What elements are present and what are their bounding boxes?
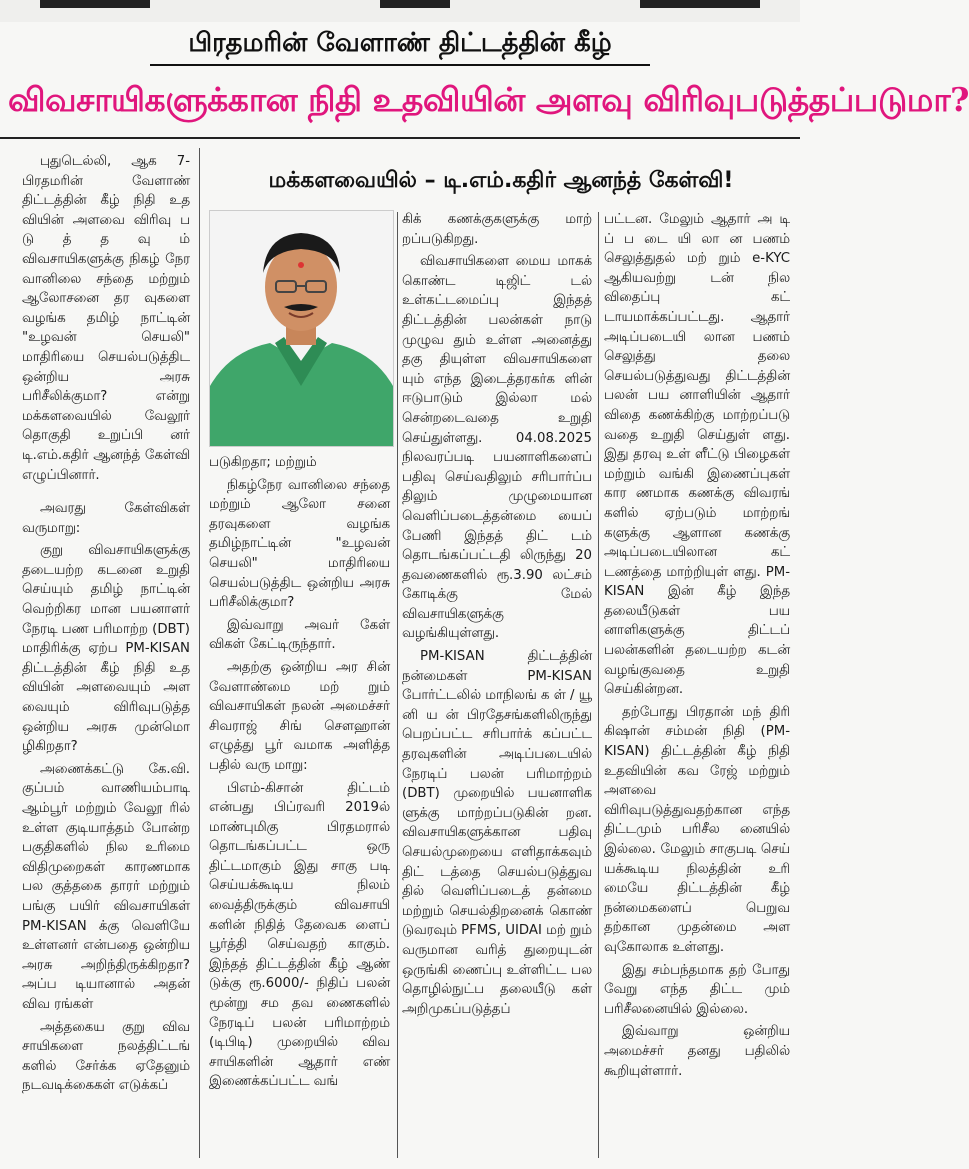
column-divider xyxy=(397,212,398,1158)
article-paragraph: அத்தகைய குறு விவ சாயிகளை நலத்திட்டங் களில் சேர்க்க ஏதேனும் நடவடிக்கைகள் எடுக்கப் xyxy=(22,1019,190,1094)
article-paragraph: பிஎம்-கிசான் திட்டம் என்பது பிப்ரவரி 2019ல் மாண்புமிகு பிரதமரால் தொடங்கப்பட்ட ஒரு திட்டமாகும் இது சாகு படி செய்யக்கூடிய நிலம் வைத்திருக்கும் விவசாயி களின் நிதித் தேவைக ளைப் பூர்த்தி செய்வதற் காகும். இந்தத் திட்டத்தின் கீழ் ஆண் டுக்கு ரூ.6000/- நிதிப் பலன் மூன்று சம தவ ணைகளில் நேரடிப் பலன் பரிமாற்றம் (டிபிடி) முறையில் விவ சாயிகளின் ஆதார் எண் இணைக்கப்பட்ட வங் xyxy=(209,780,390,1090)
column-divider xyxy=(199,148,200,1158)
headline-rule xyxy=(0,137,800,139)
portrait-photo xyxy=(209,210,394,447)
article-paragraph: தற்போது பிரதான் மந் திரி கிஷான் சம்மன் நிதி (PM-KISAN) திட்டத்தின் கீழ் நிதி உதவியின் கவ ரேஜ் மற்றும் அளவை விரிவுபடுத்துவதற்கான எந்த திட்டமும் பரிசீல னையில் இல்லை. மேலும் சாகுபடி செய் யக்கூடிய நிலத்தின் உரி மையே திட்டத்தின் கீழ் நன்மைகளைப் பெறுவ தற்கான முதன்மை அள வுகோலாக உள்ளது. xyxy=(604,704,790,955)
top-strip-mark xyxy=(380,0,450,8)
article-paragraph: நிகழ்நேர வானிலை சந்தை மற்றும் ஆலோ சனை தரவுகளை வழங்க தமிழ்நாட்டின் "உழவன் செயலி" மாதிரியை செயல்படுத்திட ஒன்றிய அரசு பரிசீலிக்குமா? xyxy=(209,477,390,611)
kicker: பிரதமரின் வேளாண் திட்டத்தின் கீழ் xyxy=(188,28,612,58)
article-paragraph: அவரது கேள்விகள் வருமாறு: xyxy=(22,501,190,536)
headline: விவசாயிகளுக்கான நிதி உதவியின் அளவு விரிவுபடுத்தப்படுமா? xyxy=(8,80,969,119)
subheadline: மக்களவையில் – டி.எம்.கதிர் ஆனந்த் கேள்வி! xyxy=(268,168,734,193)
article-paragraph: அணைக்கட்டு கே.வி. குப்பம் வாணியம்பாடி ஆம்பூர் மற்றும் வேலூ ரில் உள்ள குடியாத்தம் போன்ற பகுதிகளில் நில உரிமை விதிமுறைகள் காரணமாக பல குத்தகை தாரர் மற்றும் பங்கு பயிர் விவசாயிகள் PM-KISAN க்கு வெளியே உள்ளனர் என்பதை ஒன்றிய அரசு அறிந்திருக்கிறதா? அப்ப டியானால் அதன் விவ ரங்கள் xyxy=(22,761,190,1012)
article-paragraph: புதுடெல்லி, ஆக 7- பிரதமரின் வேளாண் திட்டத்தின் கீழ் நிதி உத வியின் அளவை விரிவு ப டு த் த வு ம் விவசாயிகளுக்கு நிகழ் நேர வானிலை சந்தை மற்றும் ஆலோசனை தர வுகளை வழங்க தமிழ் நாட்டின் "உழவன் செயலி" மாதிரியை செயல்படுத்திட ஒன்றிய அரசு பரிசீலிக்குமா? என்று மக்களவையில் வேலூர் தொகுதி உறுப்பி னர் டி.எம்.கதிர் ஆனந்த் கேள்வி எழுப்பினார். xyxy=(22,154,190,483)
column-divider xyxy=(598,212,599,1158)
article-column-1 xyxy=(22,152,190,1099)
top-strip-mark xyxy=(640,0,760,8)
kicker-underline xyxy=(150,64,650,66)
article-column-4 xyxy=(604,210,790,1084)
article-paragraph: விவசாயிகளை மைய மாகக் கொண்ட டிஜிட் டல் உள்கட்டமைப்பு இந்தத் திட்டத்தின் பலன்கள் நாடு முழுவ தும் உள்ள அனைத்து தகு தியுள்ள விவசாயிகளை யும் எந்த இடைத்தரகர்க ளின் ஈடுபாடும் இல்லா மல் சென்றடைவதை உறுதி செய்துள்ளது. 04.08.2025 நிலவரப்படி பயனாளிகளைப் பதிவு செய்வதிலும் சரிபார்ப்ப திலும் முழுமையான வெளிப்படைத்தன்மை யைப் பேணி இந்தத் திட் டம் தொடங்கப்பட்டதி லிருந்து 20 தவணைகளில் ரூ.3.90 லட்சம் கோடிக்கு மேல் விவசாயிகளுக்கு வழங்கியுள்ளது. xyxy=(402,254,592,642)
article-paragraph: அதற்கு ஒன்றிய அர சின் வேளாண்மை மற் றும் விவசாயிகள் நலன் அமைச்சர் சிவராஜ் சிங் சௌஹான் எழுத்து பூர் வமாக அளித்த பதில் வரு மாறு: xyxy=(209,659,390,773)
article-column-2 xyxy=(209,453,390,1095)
article-paragraph: குறு விவசாயிகளுக்கு தடையற்ற கடனை உறுதி செய்யும் தமிழ் நாட்டின் வெற்றிகர மான பயனாளர் நேரடி பண பரிமாற்ற (DBT) மாதிரிக்கு ஏற்ப PM-KISAN திட்டத்தின் கீழ் நிதி உத வியின் அளவையும் அள வையும் விரிவுபடுத்த ஒன்றிய அரசு முன்மொ ழிகிறதா? xyxy=(22,543,190,755)
article-paragraph: கிக் கணக்குகளுக்கு மாற் றப்படுகிறது. xyxy=(402,212,592,247)
article-paragraph: பட்டன. மேலும் ஆதார் அ டி ப் ப டை யி லா ன பணம் செலுத்துதல் மற் றும் e-KYC ஆகியவற்று டன் நில விதைப்பு கட் டாயமாக்கப்பட்டது. ஆதார் அடிப்படையி லான பணம் செலுத்து தலை செயல்படுத்துவது திட்டத்தின் பலன் பய னாளியின் ஆதார் விதை கணக்கிற்கு மாற்றப்படு வதை உறுதி செய்துள் ளது. இது தரவு உள் ளீட்டு பிழைகள் மற்றும் வங்கி இணைப்புகள் கார ணமாக கணக்கு விவரங் களில் ஏற்படும் மாற்றங் களுக்கு ஆளான கணக்கு அடிப்படையிலான கட் டணத்தை மாற்றியுள் ளது. PM-KISAN இன் கீழ் இந்த தலையீடுகள் பய னாளிகளுக்கு திட்டப் பலன்களின் தடையற்ற கடன் வழங்குவதை உறுதி செய்கின்றன. xyxy=(604,212,790,698)
article-column-3 xyxy=(402,210,592,1022)
article-paragraph: இது சம்பந்தமாக தற் போது வேறு எந்த திட்ட மும் பரிசீலனையில் இல்லை. xyxy=(604,962,790,1017)
article-paragraph: இவ்வாறு அவர் கேள் விகள் கேட்டிருந்தார். xyxy=(209,617,390,653)
portrait-man-green-shirt-icon xyxy=(210,211,393,446)
article-paragraph: படுகிறதா; மற்றும் xyxy=(209,455,317,470)
page-top-strip xyxy=(0,0,800,22)
article-paragraph: PM-KISAN திட்டத்தின் நன்மைகள் PM-KISAN போர்ட்டலில் மாநிலங் க ள் / யூ னி ய ன் பிரதேசங்களிலிருந்து பெறப்பட்ட சரிபார்க் கப்பட்ட தரவுகளின் அடிப்படையில் நேரடிப் பலன் பரிமாற்றம் (DBT) முறையில் பயனாளிக ளுக்கு மாற்றப்படுகின் றன. விவசாயிகளுக்கான பதிவு செயல்முறையை எளிதாக்கவும் திட் டத்தை செயல்படுத்துவ தில் வெளிப்படைத் தன்மை மற்றும் செயல்திறனைக் கொண் டுவரவும் PFMS, UIDAI மற் றும் வருமான வரித் துறையுடன் ஒருங்கி ணைப்பு உள்ளிட்ட பல தொழில்நுட்ப தலையீடு கள் அறிமுகப்படுத்தப் xyxy=(402,649,592,1017)
top-strip-mark xyxy=(40,0,150,8)
article-paragraph: இவ்வாறு ஒன்றிய அமைச்சர் தனது பதிலில் கூறியுள்ளார். xyxy=(604,1024,790,1079)
